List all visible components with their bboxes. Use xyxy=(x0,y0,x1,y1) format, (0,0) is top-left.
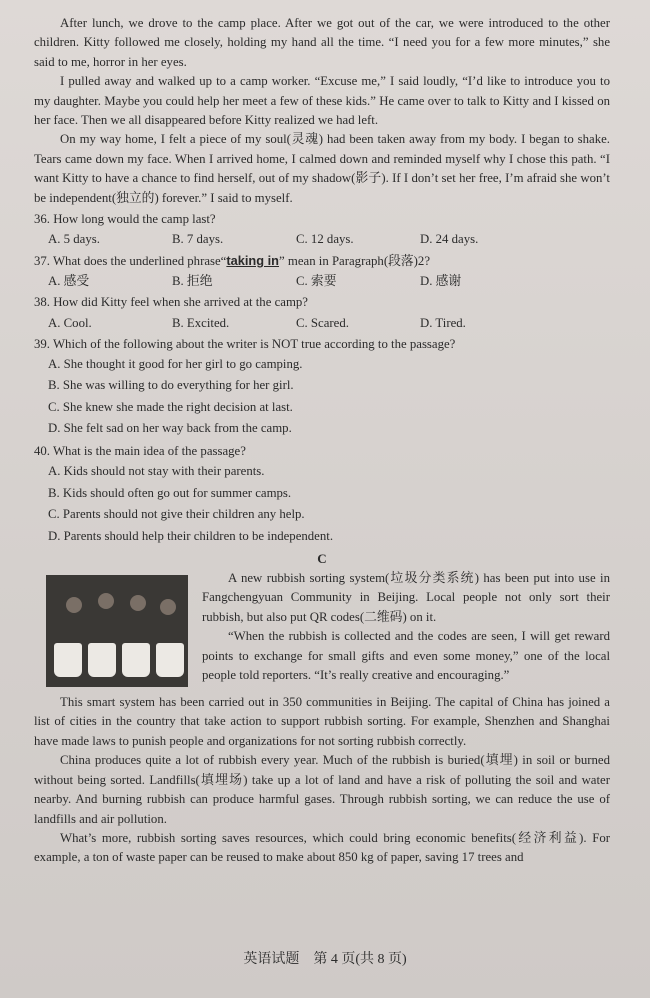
option-b: B. Excited. xyxy=(172,315,230,330)
question-38 xyxy=(34,293,610,332)
option-c: C. 索要 xyxy=(296,274,337,289)
question-37-stem-start: 37. What does the underlined phrase“ xyxy=(34,254,227,269)
underlined-phrase: taking in xyxy=(226,253,279,269)
person-head xyxy=(66,597,82,613)
passage-c-paragraph-2: “When the rubbish is collected and the codes are seen, I will get reward points to exchange for small gifts and even some money,” one of the local people told reporters. “It’s really creative and encouraging.” xyxy=(202,629,610,683)
question-40 xyxy=(34,442,610,547)
question-37-options xyxy=(34,271,610,291)
question-39 xyxy=(34,335,610,440)
rubbish-bin xyxy=(88,643,116,677)
question-36-options xyxy=(34,229,610,249)
rubbish-bin xyxy=(156,643,184,677)
question-36 xyxy=(34,210,610,249)
page-footer: 英语试题 第 4 页(共 8 页) xyxy=(243,952,407,967)
option-c: C. Parents should not give their children any help. xyxy=(48,507,305,522)
option-d: D. Tired. xyxy=(420,315,466,330)
option-d: D. She felt sad on her way back from the camp. xyxy=(48,421,292,436)
option-c: C. She knew she made the right decision at last. xyxy=(48,399,293,414)
question-38-options xyxy=(34,313,610,333)
question-36-stem: 36. How long would the camp last? xyxy=(34,212,216,227)
rubbish-sorting-photo xyxy=(46,575,188,687)
question-38-stem: 38. How did Kitty feel when she arrived at the camp? xyxy=(34,295,308,310)
option-d: D. 24 days. xyxy=(420,232,479,247)
option-a: A. 5 days. xyxy=(48,232,100,247)
question-40-stem: 40. What is the main idea of the passage? xyxy=(34,443,246,458)
section-heading: C xyxy=(317,551,327,567)
option-b: B. 7 days. xyxy=(172,232,224,247)
option-b: B. Kids should often go out for summer camps. xyxy=(48,485,292,500)
person-head xyxy=(160,599,176,615)
passage-b-paragraph-1: After lunch, we drove to the camp place. After we got out of the car, we were introduced to the other children. Kitty followed me closely, holding my hand all the time. “I need you for a few more minutes,” she said to me, horror in her eyes. xyxy=(34,16,610,69)
rubbish-bin xyxy=(54,643,82,677)
option-a: A. Kids should not stay with their parents. xyxy=(48,464,265,479)
passage-c-paragraph-4: China produces quite a lot of rubbish every year. Much of the rubbish is buried(填埋) in soil or burned without being sorted. Landfills(填埋场) take up a lot of land and have a risk of polluting the soil and water nearby. And burning rubbish can produce harmful gases. Through rubbish sorting, we can reduce the use of landfills and air pollution. xyxy=(34,753,610,826)
question-37 xyxy=(34,251,610,291)
person-head xyxy=(130,595,146,611)
recycle-bin xyxy=(122,643,150,677)
option-b: B. 拒绝 xyxy=(172,274,213,289)
option-a: A. Cool. xyxy=(48,315,92,330)
option-a: A. 感受 xyxy=(48,274,90,289)
option-a: A. She thought it good for her girl to go camping. xyxy=(48,356,303,371)
passage-c-paragraph-5: What’s more, rubbish sorting saves resources, which could bring economic benefits(经济利益). For example, a ton of waste paper can be reused to make about 850 kg of paper, saving 17 trees and xyxy=(34,830,610,865)
option-c: C. 12 days. xyxy=(296,232,354,247)
question-39-stem: 39. Which of the following about the writer is NOT true according to the passage? xyxy=(34,336,456,351)
passage-c-paragraph-3: This smart system has been carried out in 350 communities in Beijing. The capital of China has joined a list of cities in the country that take action to support rubbish sorting. For example, Shenzhen and Shanghai have made laws to punish people and organizations for not sorting rubbish correctly. xyxy=(34,695,610,748)
option-d: D. Parents should help their children to be independent. xyxy=(48,528,334,543)
passage-b-paragraph-2: I pulled away and walked up to a camp worker. “Excuse me,” I said loudly, “I’d like to introduce you to my daughter. Maybe you could help her meet a few of these kids.” He came over to talk to Kitty and I kissed on her face. Then we all disappeared before Kitty realized we had left. xyxy=(34,74,610,128)
question-37-stem-end: ” mean in Paragraph(段落)2? xyxy=(279,254,431,269)
option-b: B. She was willing to do everything for her girl. xyxy=(48,378,294,393)
passage-b-paragraph-3: On my way home, I felt a piece of my soul(灵魂) had been taken away from my body. I began to shake. Tears came down my face. When I arrived home, I calmed down and reminded myself why I chose this path. “I want Kitty to have a chance to find herself, out of my shadow(影子). If I don’t set her free, I’m afraid she won’t be independent(独立的) forever.” I said to myself. xyxy=(34,132,610,205)
person-head xyxy=(98,593,114,609)
option-d: D. 感谢 xyxy=(420,274,462,289)
question-37-stem xyxy=(34,251,610,271)
passage-c-paragraph-1: A new rubbish sorting system(垃圾分类系统) has been put into use in Fangchengyuan Community in Beijing. Local people not only sort their rubbish, but also put QR codes(二维码) on it. xyxy=(202,571,610,624)
option-c: C. Scared. xyxy=(296,315,349,330)
